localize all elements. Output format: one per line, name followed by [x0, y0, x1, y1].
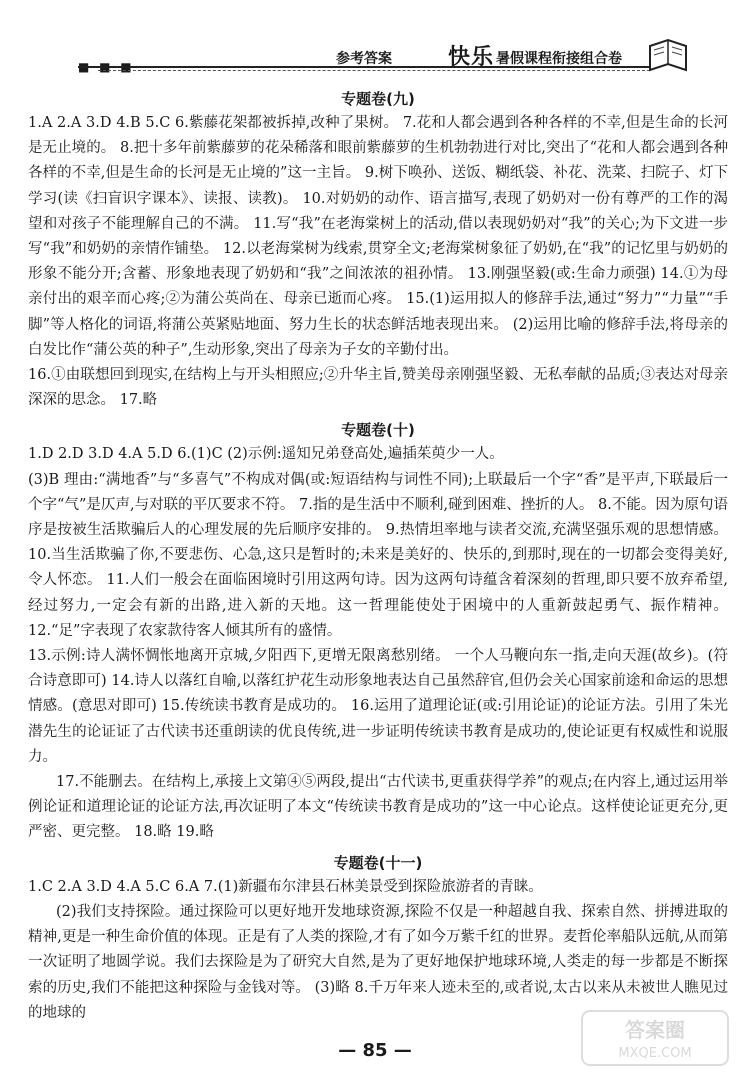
section-title: 专题卷(十一) — [333, 853, 423, 872]
page-number: — 85 — — [338, 1040, 412, 1061]
answer-paragraph: 16.①由联想回到现实,在结构上与开头相照应;②升华主旨,赞美母亲刚强坚毅、无私奉献的品质;③表达对母亲深深的思念。 17.略 — [28, 367, 728, 409]
section-title: 专题卷(十) — [341, 421, 415, 440]
header-brand: 快乐 — [448, 45, 495, 70]
header-answer-label: 参考答案 — [336, 51, 392, 67]
book-icon — [646, 36, 690, 76]
section-title: 专题卷(九) — [341, 90, 415, 108]
svg-text:MXQE.COM: MXQE.COM — [618, 1046, 692, 1061]
header-dots: ■·■·■· — [78, 60, 142, 74]
answer-paragraph: 13.示例:诗人满怀惆怅地离开京城,夕阳西下,更增无限离愁别绪。 一个人马鞭向东一指,走向天涯(故乡)。(符合诗意即可) 14.诗人以落红自喻,以落红护花生动形象地表达自己虽然辞官,但仍会关心国家前途和命运的思想情感。(意思对即可) 15.传统读书教育是成功的。 16.运用了道理论证(或:引用论证)的论证方法。引用了朱光潜先生的论证证了古代读书还重朗读的优良传统,进一步证明传统读书教育是成功的,使论证更有权威性和说服力。 — [28, 648, 728, 765]
page-header — [78, 36, 690, 76]
answer-paragraph: (3)B 理由:“满地香”与“多喜气”不构成对偶(或:短语结构与词性不同);上联最后一个字“香”是平声,下联最后一个字“气”是仄声,与对联的平仄要求不符。 7.指的是生活中不顺利,碰到困难、挫折的人。 8.不能。因为原句语序是按被生活欺骗后人的心理发展的先后顺序安排的。 9.热情坦率地与读者交流,充满坚强乐观的思想情感。 10.当生活欺骗了你,不要悲伤、心急,这只是暂时的;未来是美好的、快乐的,到那时,现在的一切都会变得美好,令人怀恋。 11.人们一般会在面临困境时引用这两句诗。因为这两句诗蕴含着深刻的哲理,即只要不放弃希望,经过努力,一定会有新的出路,进入新的天地。这一哲理能使处于困境中的人重新鼓起勇气、振作精神。 12.“足”字表现了农家款待客人倾其所有的盛情。 — [28, 471, 728, 639]
header-series-title: 暑假课程衔接组合卷 — [496, 51, 622, 67]
svg-text:答案圈: 答案圈 — [625, 1018, 685, 1042]
answer-paragraph: 17.不能删去。在结构上,承接上文第④⑤两段,提出“古代读书,更重获得学养”的观点;在内容上,通过运用举例论证和道理论证的论证方法,再次证明了本文“传统读书教育是成功的”这一中心论点。这样使论证更充分,更严密、更完整。 18.略 19.略 — [28, 774, 728, 841]
answer-paragraph: (2)我们支持探险。通过探险可以更好地开发地球资源,探险不仅是一种超越自我、探索自然、拼搏进取的精神,更是一种生命价值的体现。正是有了人类的探险,才有了如今万紫千红的世界。麦哲伦率船队远航,从而第一次证明了地圆学说。我们去探险是为了研究大自然,是为了更好地保护地球环境,人类走的每一步都是不断探索的历史,我们不能把这种探险与金钱对等。 (3)略 8.千万年来人迹未至的,或者说,太古以来从未被世人瞧见过的地球的 — [28, 903, 728, 1021]
header-rule-dashed — [98, 70, 650, 71]
answer-paragraph: 1.A 2.A 3.D 4.B 5.C 6.紫藤花架都被拆掉,改种了果树。 7.花和人都会遇到各种各样的不幸,但是生命的长河是无止境的。 8.把十多年前紫藤萝的花朵稀落和眼前紫藤萝的生机勃勃进行对比,突出了“花和人都会遇到各种各样的不幸,但是生命的长河是无止境的”这一主旨。 9.树下唤孙、送饭、糊纸袋、补花、洗菜、扫院子、灯下学习(读《扫盲识字课本》、读报、读教)。 10.对奶奶的动作、语言描写,表现了奶奶对一份有尊严的工作的渴望和对孩子不能理解自己的不满。 11.写“我”在老海棠树上的活动,借以表现奶奶对“我”的关心;为下文进一步写“我”和奶奶的亲情作铺垫。 12.以老海棠树为线索,贯穿全文;老海棠树象征了奶奶,在“我”的记忆里与奶奶的形象不能分开;含蓄、形象地表现了奶奶和“我”之间浓浓的祖孙情。 13.刚强坚毅(或:生命力顽强) 14.①为母亲付出的艰辛而心疼;②为蒲公英尚在、母亲已逝而心疼。 15.(1)运用拟人的修辞手法,通过“努力”“力量”“手脚”等人格化的词语,将蒲公英紧贴地面、努力生长的状态鲜活地表现出来。 (2)运用比喻的修辞手法,将母亲的白发比作“蒲公英的种子”,生动形象,突出了母亲为子女的辛勤付出。 — [28, 115, 728, 358]
answer-paragraph: 1.C 2.A 3.D 4.A 5.C 6.A 7.(1)新疆布尔津县石林美景受到探险旅游者的青睐。 — [28, 878, 543, 895]
answer-content — [28, 82, 728, 1026]
watermark-logo — [580, 1009, 730, 1067]
answer-paragraph: 1.D 2.D 3.D 4.A 5.D 6.(1)C (2)示例:遥知兄弟登高处,遍插茱萸少一人。 — [28, 446, 504, 463]
